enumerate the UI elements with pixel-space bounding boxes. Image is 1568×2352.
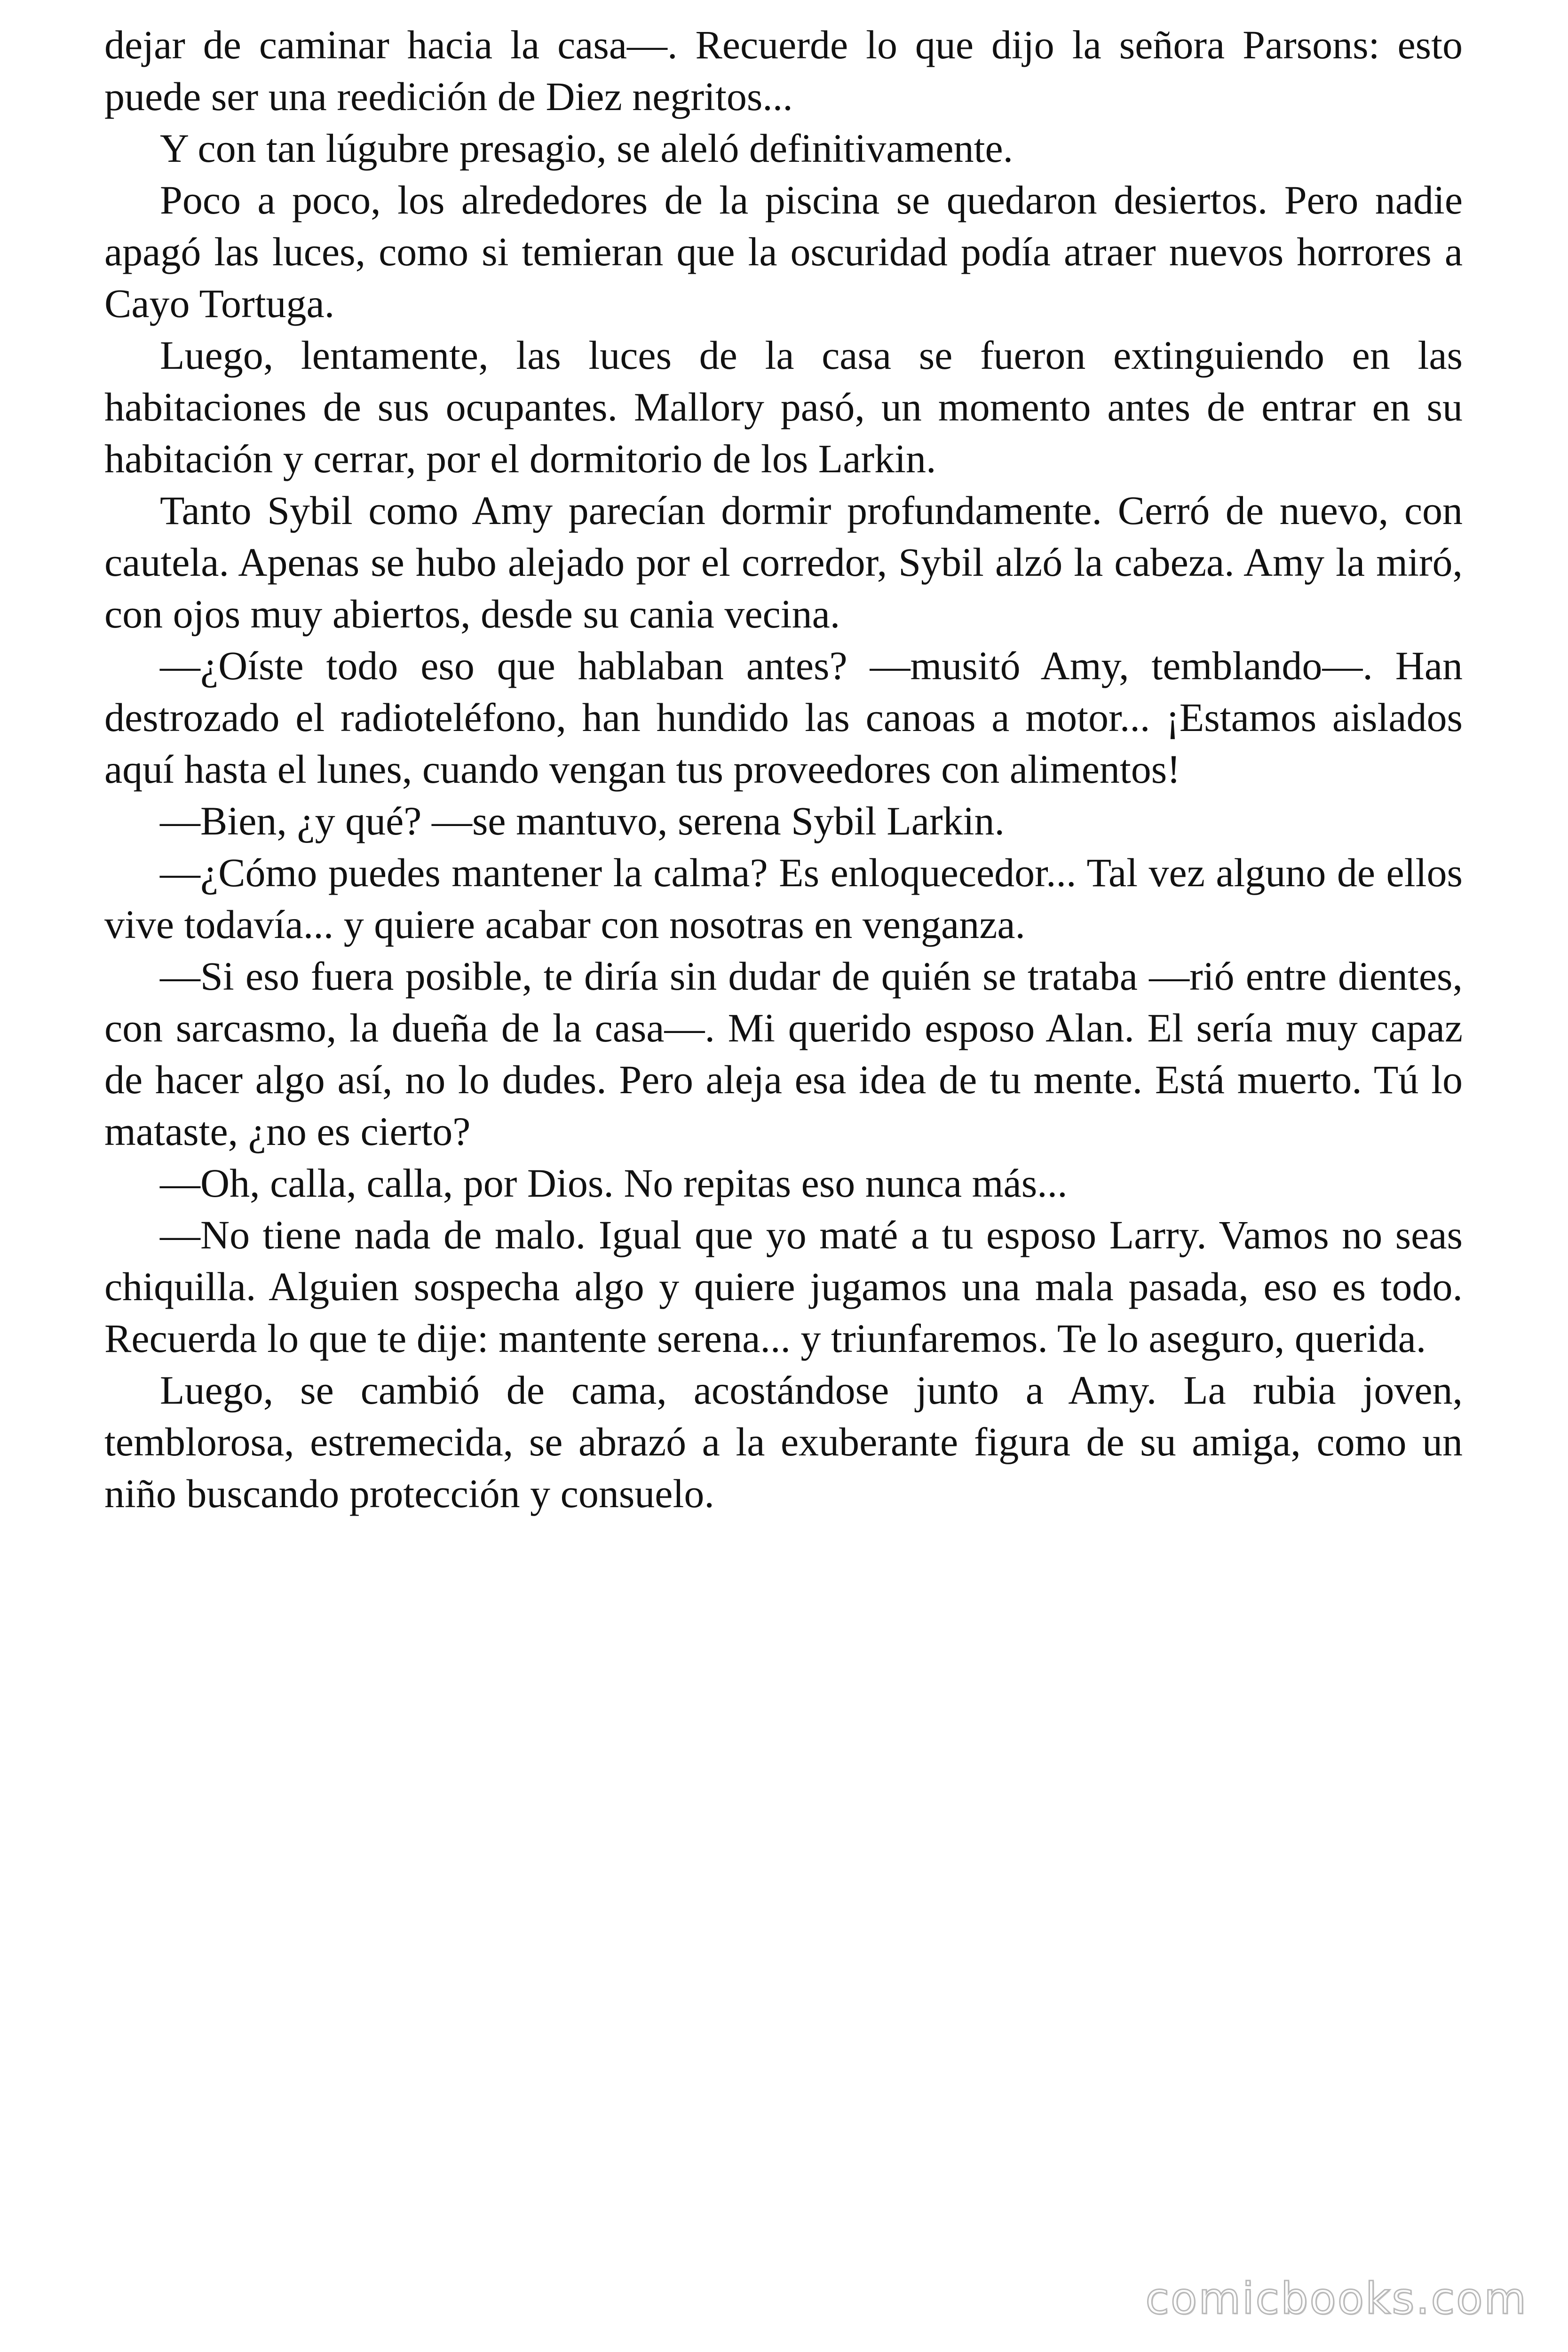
paragraph-6: —¿Oíste todo eso que hablaban antes? —musitó Amy, temblando—. Han destrozado el radioteléfono, han hundido las canoas a motor... ¡Estamos aislados aquí hasta el lunes, cuando vengan tus proveedores con alimentos! [104, 643, 1463, 792]
watermark-text: comicbooks.com [1145, 2273, 1528, 2324]
paragraph-10: —Oh, calla, calla, por Dios. No repitas eso nunca más... [160, 1160, 1068, 1206]
paragraph-1: dejar de caminar hacia la casa—. Recuerde lo que dijo la señora Parsons: esto puede ser una reedición de Diez negritos... [104, 22, 1463, 119]
paragraph-9: —Si eso fuera posible, te diría sin dudar de quién se trataba —rió entre dientes, con sarcasmo, la dueña de la casa—. Mi querido esposo Alan. El sería muy capaz de hacer algo así, no lo dudes. Pero aleja esa idea de tu mente. Está muerto. Tú lo mataste, ¿no es cierto? [104, 954, 1463, 1154]
paragraph-4: Luego, lentamente, las luces de la casa se fueron extinguiendo en las habitaciones de sus ocupantes. Mallory pasó, un momento antes de entrar en su habitación y cerrar, por el dormitorio de los Larkin. [104, 333, 1463, 481]
paragraph-8: —¿Cómo puedes mantener la calma? Es enloquecedor... Tal vez alguno de ellos vive todavía... y quiere acabar con nosotras en venganza. [104, 850, 1463, 947]
paragraph-7: —Bien, ¿y qué? —se mantuvo, serena Sybil Larkin. [160, 798, 1005, 843]
paragraph-5: Tanto Sybil como Amy parecían dormir profundamente. Cerró de nuevo, con cautela. Apenas se hubo alejado por el corredor, Sybil alzó la cabeza. Amy la miró, con ojos muy abiertos, desde su cania vecina. [104, 488, 1463, 636]
paragraph-12: Luego, se cambió de cama, acostándose junto a Amy. La rubia joven, temblorosa, estremecida, se abrazó a la exuberante figura de su amiga, como un niño buscando protección y consuelo. [104, 1367, 1463, 1516]
paragraph-11: —No tiene nada de malo. Igual que yo maté a tu esposo Larry. Vamos no seas chiquilla. Alguien sospecha algo y quiere jugamos una mala pasada, eso es todo. Recuerda lo que te dije: mantente serena... y triunfaremos. Te lo aseguro, querida. [104, 1212, 1463, 1361]
paragraph-3: Poco a poco, los alrededores de la piscina se quedaron desiertos. Pero nadie apagó las luces, como si temieran que la oscuridad podía atraer nuevos horrores a Cayo Tortuga. [104, 177, 1463, 326]
paragraph-2: Y con tan lúgubre presagio, se aleló definitivamente. [160, 126, 1014, 171]
page-text [104, 19, 1463, 1519]
